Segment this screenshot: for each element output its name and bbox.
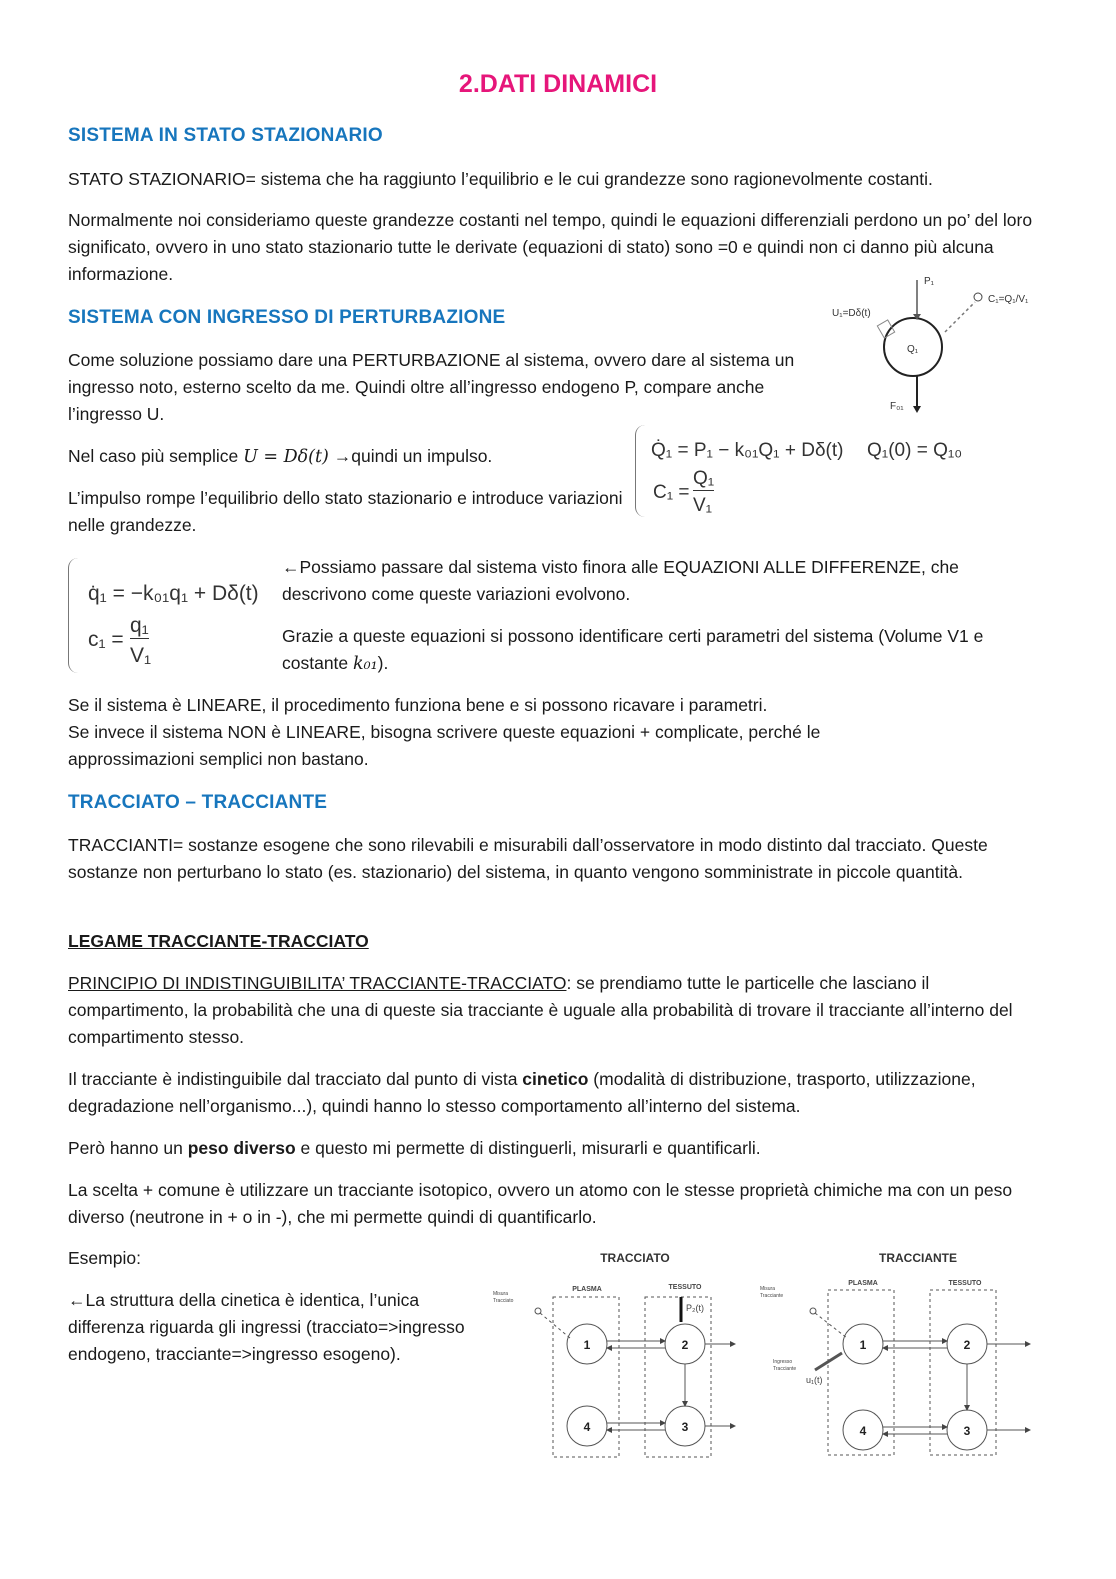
svg-text:2: 2: [963, 1338, 971, 1352]
svg-text:P₂(t): P₂(t): [686, 1303, 704, 1313]
text: e questo mi permette di distinguerli, misurarli e quantificarli.: [295, 1138, 761, 1158]
paragraph: Se invece il sistema NON è LINEARE, bisogna scrivere queste equazioni + complicate, perché le approssimazioni semplici non bastano.: [68, 722, 821, 769]
svg-text:u₁(t): u₁(t): [806, 1375, 823, 1385]
section-heading-tracciato: TRACCIATO – TRACCIANTE: [68, 792, 328, 813]
svg-text:3: 3: [963, 1424, 971, 1438]
svg-text:3: 3: [681, 1420, 689, 1434]
text: ).: [377, 653, 389, 673]
bold-text: cinetico: [522, 1069, 589, 1089]
svg-text:1: 1: [583, 1338, 591, 1352]
equation-line: q̇₁ = −k₀₁q₁ + Dδ(t): [88, 582, 259, 605]
svg-text:P₁: P₁: [924, 276, 935, 287]
text: Il tracciante è indistinguibile dal tracciato dal punto di vista: [68, 1069, 523, 1089]
svg-text:Misura: Misura: [493, 1291, 509, 1297]
paragraph: Normalmente noi consideriamo queste grandezze costanti nel tempo, quindi le equazioni differenziali perdono un po’ del loro significato, ovvero in uno stato stazionario tutte le derivate (equazioni di stato) sono =0 e quindi non ci danno più alcuna informazione.: [68, 210, 1033, 284]
tracciante-panel: [810, 1290, 1030, 1455]
svg-text:Tracciato: Tracciato: [493, 1298, 514, 1304]
paragraph: STATO STAZIONARIO= sistema che ha raggiunto l’equilibrio e le cui grandezze sono ragionevolmente costanti.: [68, 169, 933, 189]
tracer-diagram: [490, 1245, 1050, 1465]
paragraph: [68, 1066, 1043, 1120]
equation-line: C₁ =: [653, 482, 690, 503]
svg-text:4: 4: [583, 1420, 591, 1434]
paragraph: La scelta + comune è utilizzare un tracciante isotopico, ovvero un atomo con le stesse proprietà chimiche ma con un peso diverso (neutrone in + o in -), che mi permette quindi di quantificarlo.: [68, 1180, 1013, 1227]
svg-text:1: 1: [859, 1338, 867, 1352]
diagram-title: TRACCIANTE: [879, 1251, 957, 1265]
equation-line: Q̇₁ = P₁ − k₀₁Q₁ + Dδ(t): [651, 440, 844, 461]
equation-line: c₁ =: [88, 628, 124, 651]
text: (modalità di distribuzione, trasporto, utilizzazione, degradazione nell’organismo...), quindi hanno lo stesso comportamento all’interno del sistema.: [68, 1069, 976, 1116]
svg-text:2: 2: [681, 1338, 689, 1352]
subheading: LEGAME TRACCIANTE-TRACCIATO: [68, 931, 369, 951]
text: →quindi un impulso.: [328, 446, 493, 466]
svg-text:U₁=Dδ(t): U₁=Dδ(t): [832, 308, 871, 319]
state-equations: [635, 425, 975, 520]
measure-line: [945, 302, 975, 332]
difference-equations: [68, 558, 278, 676]
svg-text:Ingresso: Ingresso: [773, 1359, 793, 1365]
paragraph: ←Possiamo passare dal sistema visto finora alle EQUAZIONI ALLE DIFFERENZE, che descrivono come queste variazioni evolvono.: [282, 557, 959, 604]
diagram-title: TRACCIATO: [600, 1251, 670, 1265]
svg-text:C₁=Q₁/V₁: C₁=Q₁/V₁: [988, 294, 1029, 305]
principle-name: PRINCIPIO DI INDISTINGUIBILITA’ TRACCIANTE-TRACCIATO: [68, 973, 567, 993]
text: : se prendiamo tutte le particelle che lasciano il compartimento, la probabilità che una di queste sia tracciante è uguale alla probabilità di trovare il tracciante all’interno del compartimento stesso.: [68, 973, 1013, 1047]
svg-text:TESSUTO: TESSUTO: [668, 1284, 702, 1291]
svg-text:Q₁: Q₁: [907, 344, 919, 355]
math: k₀₁: [353, 654, 378, 674]
svg-text:Misura: Misura: [760, 1286, 776, 1292]
paragraph: Se il sistema è LINEARE, il procedimento funziona bene e si possono ricavare i parametri.: [68, 695, 768, 715]
fraction-num: Q₁: [693, 468, 715, 489]
paragraph: L’impulso rompe l’equilibrio dello stato stazionario e introduce variazioni nelle grandezze.: [68, 488, 623, 535]
fraction-den: V₁: [130, 644, 152, 667]
tracciato-panel: [535, 1297, 735, 1457]
paragraph: [282, 623, 1037, 678]
text: Grazie a queste equazioni si possono identificare certi parametri del sistema (Volume V1 e costante: [282, 626, 984, 673]
section-heading-perturbazione: SISTEMA CON INGRESSO DI PERTURBAZIONE: [68, 307, 506, 328]
paragraph: [68, 970, 1038, 1051]
paragraph: TRACCIANTI= sostanze esogene che sono rilevabili e misurabili dall’osservatore in modo distinto dal tracciato. Queste sostanze non perturbano lo stato (es. stazionario) del sistema, in quanto vengono somministrate in piccole quantità.: [68, 835, 988, 882]
paragraph: Come soluzione possiamo dare una PERTURBAZIONE al sistema, ovvero dare al sistema un ingresso noto, esterno scelto da me. Quindi oltre all’ingresso endogeno P, compare anche l’ingresso U.: [68, 350, 795, 424]
initial-condition: Q₁(0) = Q₁₀: [867, 440, 963, 461]
paragraph: [68, 443, 492, 471]
bold-text: peso diverso: [187, 1138, 296, 1158]
text: Nel caso più semplice: [68, 446, 244, 466]
svg-text:TESSUTO: TESSUTO: [948, 1280, 982, 1287]
page-title: 2.DATI DINAMICI: [458, 70, 658, 98]
paragraph: Esempio:: [68, 1248, 141, 1268]
paragraph: ←La struttura della cinetica è identica, l’unica differenza riguarda gli ingressi (tracciato=>ingresso endogeno, tracciante=>ingresso esogeno).: [68, 1290, 465, 1364]
paragraph: [68, 1135, 761, 1162]
svg-text:PLASMA: PLASMA: [572, 1286, 602, 1293]
text: Però hanno un: [68, 1138, 188, 1158]
svg-text:Tracciante: Tracciante: [760, 1293, 784, 1299]
fraction-num: q₁: [130, 614, 149, 637]
svg-text:F₀₁: F₀₁: [890, 401, 904, 412]
fraction-den: V₁: [693, 495, 713, 516]
compartment-diagram: [820, 270, 1050, 420]
svg-text:4: 4: [859, 1424, 867, 1438]
math: U = Dδ(t): [243, 447, 329, 467]
section-heading-stazionario: SISTEMA IN STATO STAZIONARIO: [68, 125, 383, 146]
svg-text:PLASMA: PLASMA: [848, 1280, 878, 1287]
svg-text:Tracciante: Tracciante: [773, 1366, 797, 1372]
